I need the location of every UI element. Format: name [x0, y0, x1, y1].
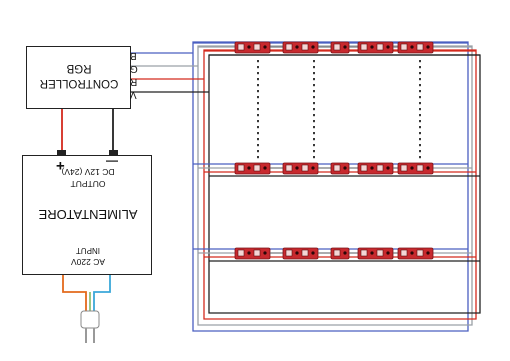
led-resistor — [410, 45, 413, 48]
continuation-dot — [419, 120, 421, 122]
led-chip — [361, 44, 367, 50]
led-chip — [377, 165, 383, 171]
led-chip — [401, 44, 407, 50]
minus-sign: — — [106, 155, 118, 169]
continuation-dot — [419, 108, 421, 110]
led-resistor — [410, 251, 413, 254]
continuation-dot — [257, 156, 259, 158]
led-resistor — [386, 251, 389, 254]
led-resistor — [370, 251, 373, 254]
continuation-dot — [313, 150, 315, 152]
led-chip — [286, 250, 292, 256]
led-chip — [302, 44, 308, 50]
led-chip — [377, 44, 383, 50]
psu-title: ALIMENTATORE — [38, 207, 138, 222]
continuation-dot — [257, 108, 259, 110]
continuation-dot — [313, 96, 315, 98]
led-resistor — [426, 45, 429, 48]
continuation-dot — [313, 126, 315, 128]
output-label: OUTPUT — [70, 179, 106, 189]
pin-label-g: G — [130, 63, 138, 74]
power-supply — [22, 155, 152, 275]
continuation-dot — [313, 84, 315, 86]
continuation-dot — [313, 90, 315, 92]
led-resistor — [343, 166, 346, 169]
continuation-dots — [257, 60, 421, 158]
led-chip — [401, 250, 407, 256]
led-chip — [238, 250, 244, 256]
pin-label-r: R — [130, 76, 138, 87]
continuation-dot — [419, 132, 421, 134]
continuation-dot — [313, 108, 315, 110]
continuation-dot — [257, 66, 259, 68]
led-chip — [361, 250, 367, 256]
led-resistor — [263, 166, 266, 169]
led-chip — [334, 44, 340, 50]
continuation-dot — [419, 96, 421, 98]
led-chip — [417, 250, 423, 256]
led-chip — [401, 165, 407, 171]
led-chip — [417, 44, 423, 50]
mains-plug — [81, 311, 99, 343]
continuation-dot — [419, 90, 421, 92]
led-resistor — [295, 45, 298, 48]
continuation-dot — [313, 132, 315, 134]
led-resistor — [311, 251, 314, 254]
led-resistor — [343, 45, 346, 48]
led-resistor — [370, 45, 373, 48]
plus-sign: + — [56, 157, 65, 174]
led-resistor — [295, 251, 298, 254]
led-chip — [254, 250, 260, 256]
continuation-dot — [419, 72, 421, 74]
led-resistor — [263, 45, 266, 48]
mains-brown-wire — [63, 275, 86, 312]
led-resistor — [311, 45, 314, 48]
continuation-dot — [257, 138, 259, 140]
continuation-dot — [257, 60, 259, 62]
continuation-dot — [419, 78, 421, 80]
continuation-dot — [257, 102, 259, 104]
plug-body — [81, 311, 99, 328]
continuation-dot — [313, 78, 315, 80]
led-resistor — [410, 166, 413, 169]
pin-label-b: B — [130, 50, 137, 61]
led-resistor — [263, 251, 266, 254]
led-resistor — [426, 166, 429, 169]
continuation-dot — [313, 114, 315, 116]
led-resistor — [247, 45, 250, 48]
continuation-dot — [419, 144, 421, 146]
led-chip — [334, 250, 340, 256]
controller-name-line2: RGB — [66, 62, 92, 74]
continuation-dot — [257, 132, 259, 134]
continuation-dot — [419, 84, 421, 86]
led-chip — [254, 165, 260, 171]
led-chip — [361, 165, 367, 171]
led-strips — [235, 42, 433, 259]
wire-black-bus — [131, 55, 480, 313]
led-resistor — [386, 166, 389, 169]
continuation-dot — [257, 78, 259, 80]
wire-blue-bus — [131, 42, 468, 331]
continuation-dot — [419, 60, 421, 62]
continuation-dot — [257, 144, 259, 146]
continuation-dot — [419, 138, 421, 140]
led-chip — [286, 165, 292, 171]
input-spec: AC 220V — [70, 257, 106, 267]
continuation-dot — [419, 66, 421, 68]
led-resistor — [386, 45, 389, 48]
continuation-dot — [257, 72, 259, 74]
continuation-dot — [419, 102, 421, 104]
led-chip — [254, 44, 260, 50]
mains-blue-wire — [94, 275, 110, 312]
output-spec: DC 12V (24V) — [61, 167, 115, 177]
continuation-dot — [257, 126, 259, 128]
continuation-dot — [257, 90, 259, 92]
continuation-dot — [257, 84, 259, 86]
led-chip — [302, 165, 308, 171]
pin-label-v: V — [130, 89, 137, 100]
controller-name-line1: CONTROLLER — [39, 77, 119, 89]
continuation-dot — [419, 126, 421, 128]
wire-green-bus — [131, 46, 472, 325]
led-resistor — [370, 166, 373, 169]
input-label: INPUT — [76, 246, 100, 255]
led-chip — [238, 44, 244, 50]
continuation-dot — [257, 150, 259, 152]
led-resistor — [247, 166, 250, 169]
continuation-dot — [313, 72, 315, 74]
continuation-dot — [313, 156, 315, 158]
led-chip — [286, 44, 292, 50]
continuation-dot — [313, 138, 315, 140]
continuation-dot — [313, 144, 315, 146]
continuation-dot — [257, 96, 259, 98]
led-chip — [417, 165, 423, 171]
continuation-dot — [313, 102, 315, 104]
led-chip — [302, 250, 308, 256]
led-resistor — [295, 166, 298, 169]
continuation-dot — [257, 120, 259, 122]
continuation-dot — [419, 156, 421, 158]
led-resistor — [247, 251, 250, 254]
rgb-controller — [26, 46, 131, 109]
led-resistor — [343, 251, 346, 254]
led-chip — [334, 165, 340, 171]
continuation-dot — [313, 120, 315, 122]
led-chip — [377, 250, 383, 256]
led-resistor — [426, 251, 429, 254]
continuation-dot — [419, 114, 421, 116]
continuation-dot — [313, 66, 315, 68]
led-chip — [238, 165, 244, 171]
continuation-dot — [419, 150, 421, 152]
continuation-dot — [257, 114, 259, 116]
led-resistor — [311, 166, 314, 169]
continuation-dot — [313, 60, 315, 62]
wire-red-bus — [131, 50, 476, 319]
